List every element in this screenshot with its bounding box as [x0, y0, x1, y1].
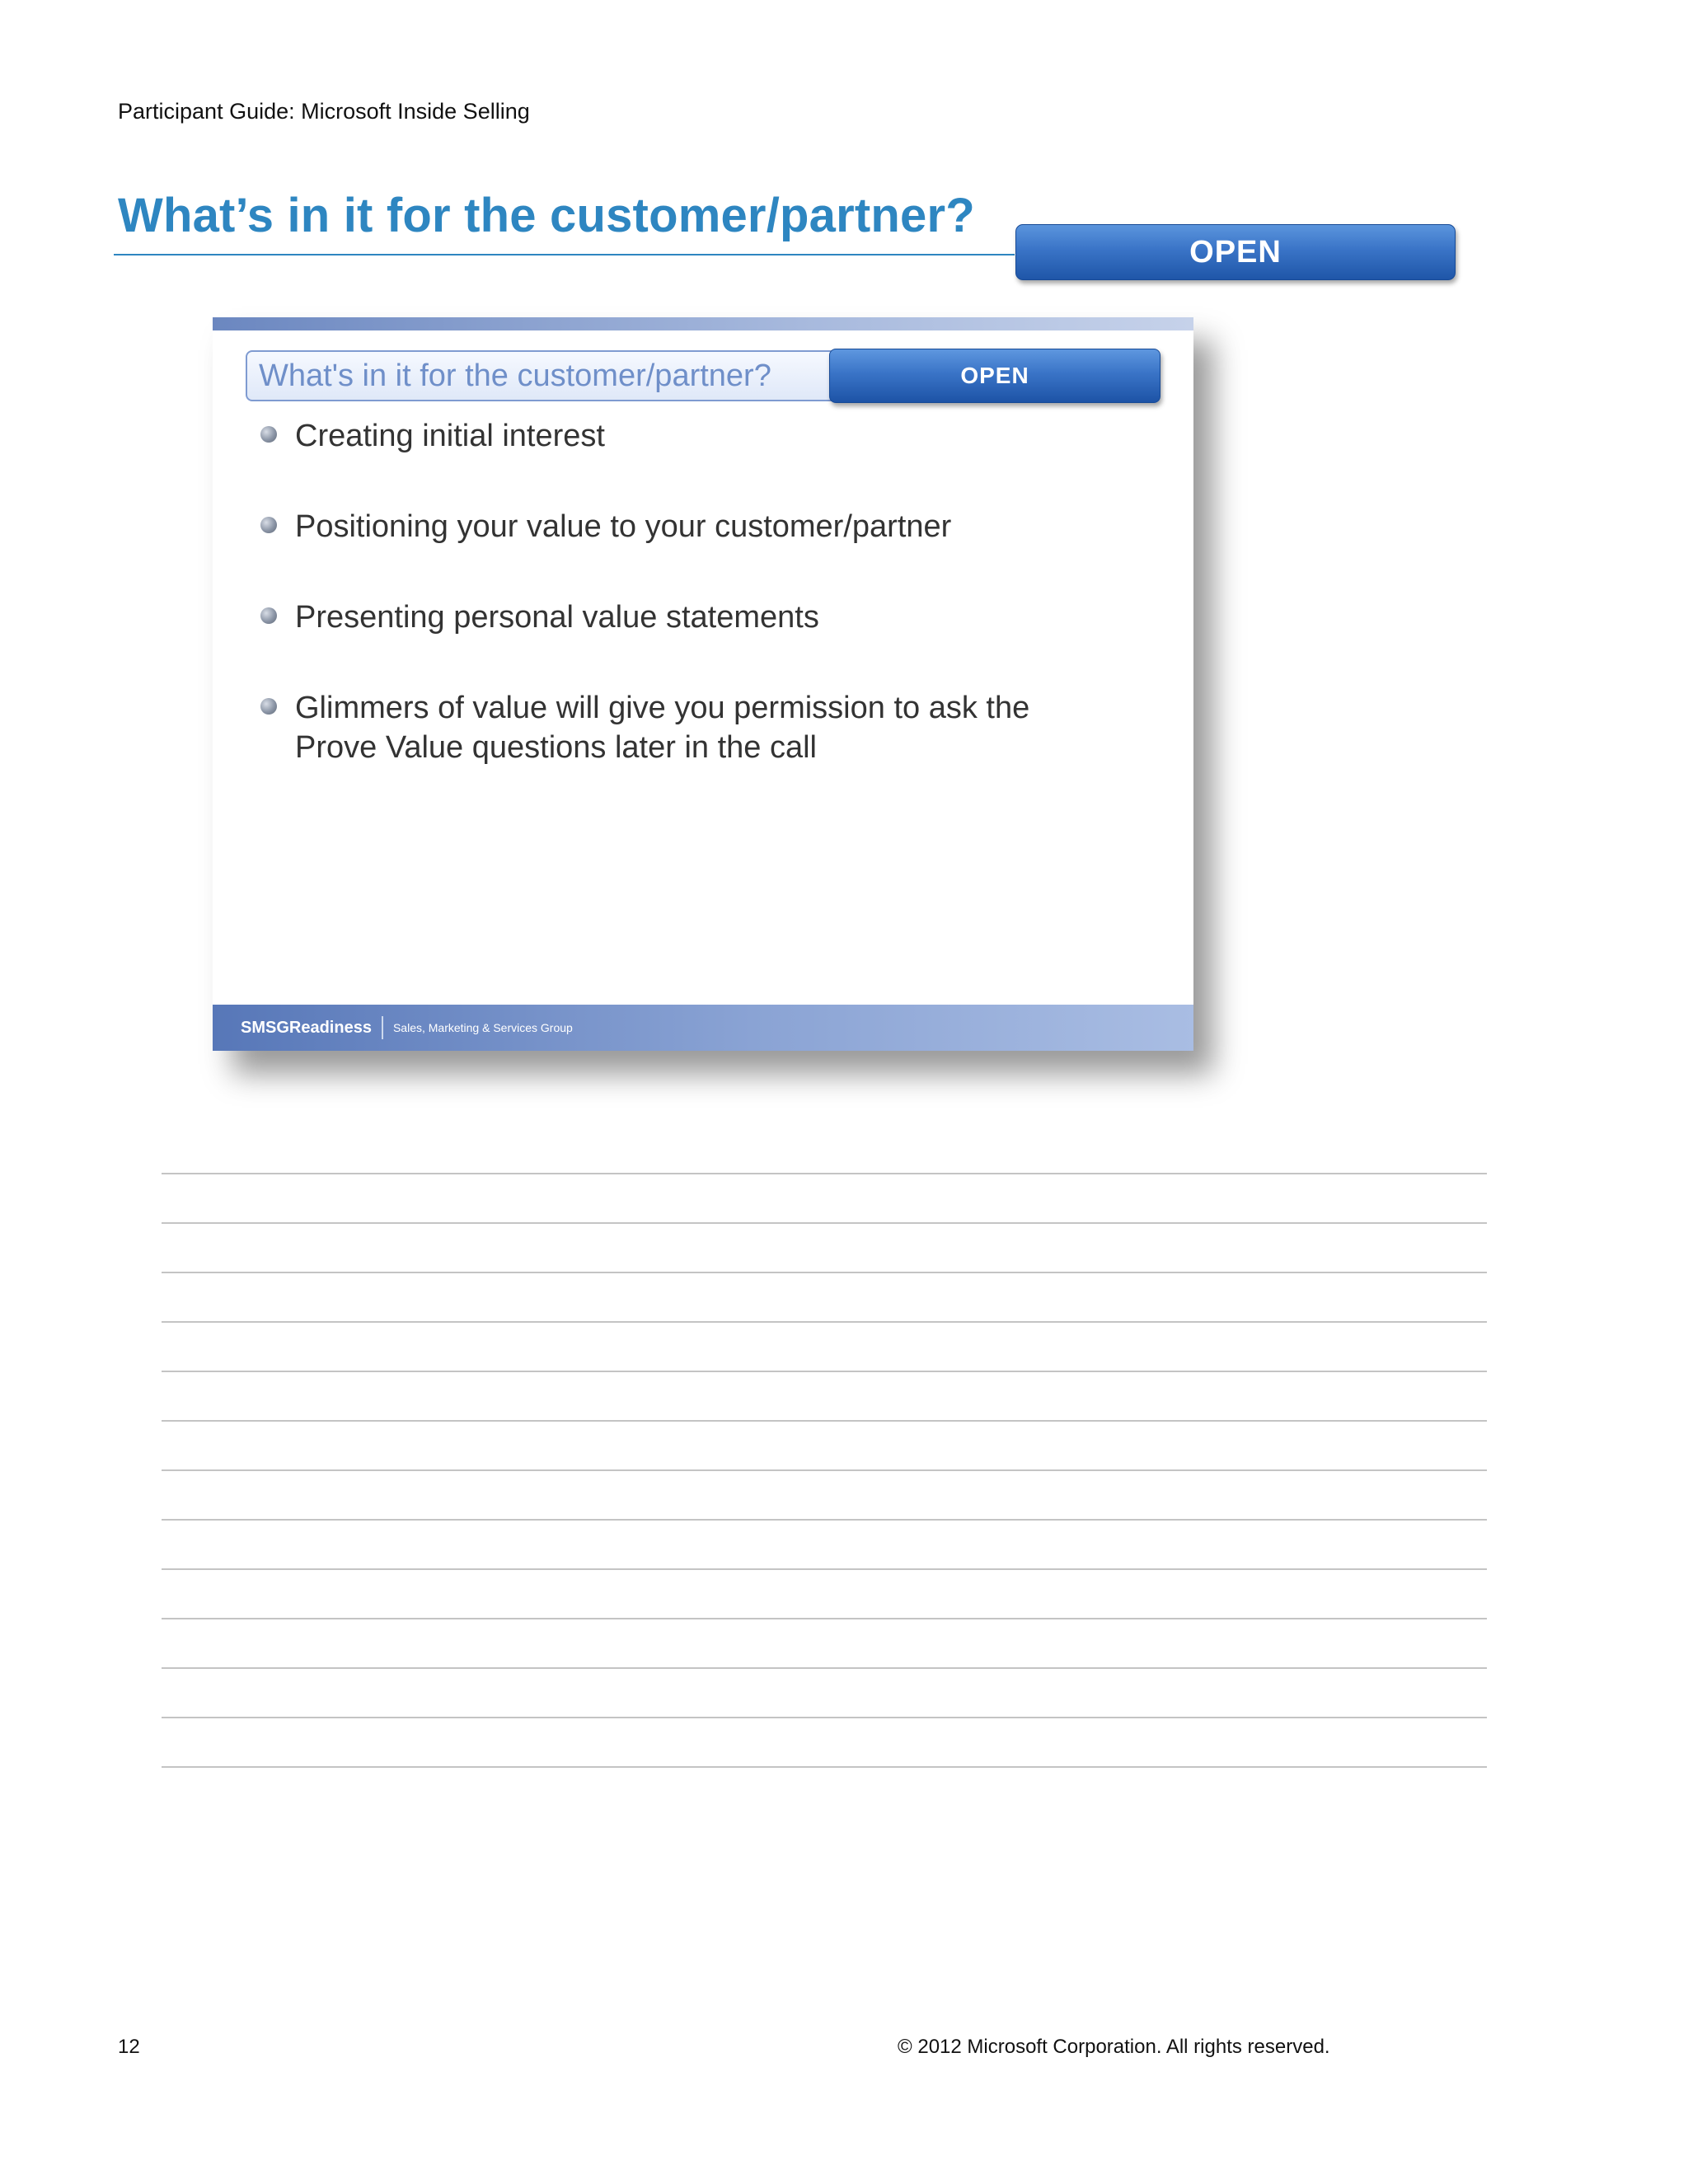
slide-bullet-text: Positioning your value to your customer/partner	[295, 509, 952, 544]
open-badge: OPEN	[1015, 224, 1456, 280]
note-line	[162, 1222, 1487, 1272]
slide-bullet	[260, 507, 1151, 546]
bullet-dot-icon	[260, 426, 277, 443]
slide-image	[213, 317, 1193, 1051]
note-line	[162, 1321, 1487, 1371]
note-line	[162, 1469, 1487, 1519]
note-line	[162, 1667, 1487, 1717]
slide-bullet-text: Glimmers of value will give you permission to ask the Prove Value questions later in the call	[295, 691, 1030, 765]
note-line	[162, 1717, 1487, 1766]
slide-bullet-text: Presenting personal value statements	[295, 600, 819, 635]
bullet-dot-icon	[260, 698, 277, 715]
slide-footer-divider	[382, 1016, 383, 1039]
slide-open-badge: OPEN	[829, 349, 1160, 403]
slide-bullet-list	[260, 416, 1151, 818]
note-line	[162, 1766, 1487, 1816]
slide-footer-org: Sales, Marketing & Services Group	[392, 1021, 573, 1034]
slide-bullet	[260, 688, 1103, 767]
note-line	[162, 1568, 1487, 1618]
note-line	[162, 1618, 1487, 1667]
copyright-notice: © 2012 Microsoft Corporation. All rights reserved.	[898, 2036, 1330, 2058]
title-underline	[114, 254, 1015, 255]
slide-bullet-text: Creating initial interest	[295, 419, 605, 453]
running-header: Participant Guide: Microsoft Inside Selling	[118, 99, 530, 124]
note-line	[162, 1173, 1487, 1222]
slide-bullet	[260, 416, 1151, 456]
bullet-dot-icon	[260, 607, 277, 624]
slide-title-bar	[246, 350, 1160, 401]
slide-footer-brand: SMSGReadiness	[241, 1018, 372, 1037]
note-line	[162, 1519, 1487, 1568]
page-number: 12	[118, 2036, 140, 2058]
slide-title: What's in it for the customer/partner?	[259, 359, 771, 393]
slide-top-band	[213, 317, 1193, 330]
page-title: What’s in it for the customer/partner?	[118, 189, 975, 242]
note-line	[162, 1420, 1487, 1469]
slide-bullet	[260, 598, 1151, 637]
slide-footer	[213, 1005, 1193, 1051]
note-line	[162, 1272, 1487, 1321]
note-line	[162, 1371, 1487, 1420]
note-lines	[162, 1173, 1487, 1816]
bullet-dot-icon	[260, 517, 277, 533]
